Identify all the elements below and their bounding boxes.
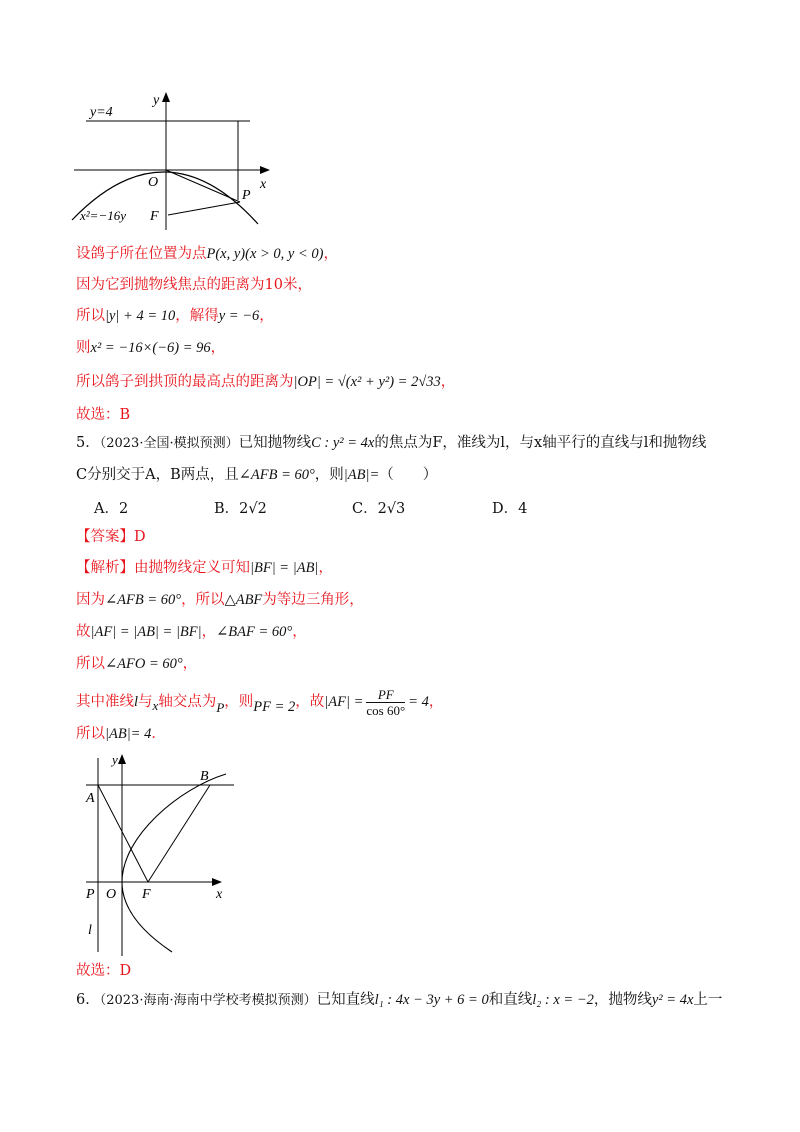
math: ∠AFO = 60° xyxy=(105,656,183,672)
sol1-line1 xyxy=(76,244,338,264)
fig2-y-label: y xyxy=(112,752,118,767)
q5-option-d: D．4 xyxy=(492,501,528,517)
math: △ABF xyxy=(224,592,263,608)
parabola-curve xyxy=(122,774,226,952)
segment-op xyxy=(166,170,240,202)
math: |AB|= 4 xyxy=(105,726,152,742)
text: ， xyxy=(292,624,307,640)
text: ，则 xyxy=(314,467,344,483)
fig1-parabola-label: x²=−16y xyxy=(80,208,126,223)
text: ． xyxy=(151,726,166,742)
figure-parabola-1 xyxy=(60,88,280,238)
ans5-line4 xyxy=(76,654,197,674)
text: ， xyxy=(201,624,217,640)
fig1-p-label: P xyxy=(242,188,251,203)
ans5-line1 xyxy=(76,558,333,578)
text: ，则 xyxy=(224,694,254,710)
fig1-x-label: x xyxy=(260,177,267,192)
fig1-f-label: F xyxy=(150,209,159,224)
text: ， xyxy=(210,340,226,356)
q5-option-a: A．2 xyxy=(94,501,129,517)
sol1-line2 xyxy=(76,275,312,295)
math: ∠AFB = 60° xyxy=(238,467,315,483)
fig1-line-label: y=4 xyxy=(90,105,113,120)
text: C分别交于A，B两点，且 xyxy=(76,467,239,483)
math: |y| + 4 = 10 xyxy=(105,308,176,324)
math: |AF| = |AB| = |BF| xyxy=(90,624,202,640)
math: y² = 4x xyxy=(651,992,694,1008)
q5-option-b: B．2√2 xyxy=(214,501,267,517)
math: l₂ : x = −2 xyxy=(532,992,594,1008)
text: 因为 xyxy=(76,592,105,608)
segment-fb xyxy=(148,785,210,882)
text: 和直线 xyxy=(488,992,533,1008)
text: ，所以 xyxy=(181,592,225,608)
y-axis-arrow xyxy=(162,92,170,102)
ans5-choice xyxy=(76,961,131,981)
math: P xyxy=(216,700,225,715)
text: 【解析】由抛物线定义可知 xyxy=(76,560,250,576)
text: 轴交点为 xyxy=(158,694,217,710)
fig2-a-label: A xyxy=(86,791,95,806)
text: ， xyxy=(440,374,456,390)
q5-option-c: C．2√3 xyxy=(352,501,406,517)
text: ，抛物线 xyxy=(593,992,652,1008)
fraction xyxy=(366,687,405,718)
text: 所以 xyxy=(76,656,105,672)
math: x xyxy=(152,698,159,713)
math: = 4 xyxy=(408,694,429,710)
text: ， xyxy=(182,656,198,672)
ans5-answer xyxy=(76,527,146,547)
x-axis-arrow xyxy=(260,166,270,174)
text: 故选：D xyxy=(76,963,132,979)
text: 设鸽子所在位置为点 xyxy=(76,246,207,262)
text: 已知直线 xyxy=(316,992,375,1008)
math: l xyxy=(134,694,139,710)
text: 为等边三角形， xyxy=(262,592,364,608)
question-source: （2023·全国·模拟预测） xyxy=(99,436,239,451)
answer-text: 【答案】D xyxy=(76,529,146,545)
fig2-l-label: l xyxy=(88,923,92,938)
sol1-choice xyxy=(76,405,130,425)
text: 故 xyxy=(76,624,91,640)
text: ， xyxy=(259,308,274,324)
fraction-denominator: cos 60° xyxy=(366,702,406,718)
text: 其中准线 xyxy=(76,694,134,710)
text: ， xyxy=(318,560,333,576)
ans5-line3 xyxy=(76,622,307,642)
question-source: （2023·海南·海南中学校考模拟预测） xyxy=(99,993,317,1008)
sol1-line3 xyxy=(76,306,274,326)
text: 已知抛物线 xyxy=(238,435,312,451)
text: 与 xyxy=(138,694,153,710)
math: |AB|= xyxy=(343,467,380,483)
segment-fp xyxy=(168,202,240,215)
math: y = −6 xyxy=(218,308,260,324)
text: 的焦点为F，准线为l，与x轴平行的直线与l和抛物线 xyxy=(374,435,707,451)
ans5-line5 xyxy=(76,686,443,718)
question-number: 6． xyxy=(76,992,100,1008)
y-axis-arrow xyxy=(118,754,126,764)
x-axis-arrow xyxy=(212,878,222,886)
figure-parabola-2 xyxy=(80,752,250,958)
math: ∠BAF = 60° xyxy=(216,624,293,640)
math: ∠AFB = 60° xyxy=(105,592,182,608)
fig2-b-label: B xyxy=(200,769,209,784)
sol1-line5 xyxy=(76,372,455,392)
text: （ ） xyxy=(379,467,438,483)
math: P(x, y)(x > 0, y < 0) xyxy=(206,246,324,262)
ans5-line6 xyxy=(76,724,166,744)
fig2-f-label: F xyxy=(142,887,151,902)
text: 所以 xyxy=(76,308,105,324)
text: 则 xyxy=(76,340,91,356)
text: ，故 xyxy=(295,694,325,710)
math: l₁ : 4x − 3y + 6 = 0 xyxy=(374,992,489,1008)
text: 所以鸽子到拱顶的最高点的距离为 xyxy=(76,374,294,390)
math: |OP| = √(x² + y²) = 2√33 xyxy=(293,374,441,390)
question-number: 5． xyxy=(76,435,100,451)
fig1-y-label: y xyxy=(153,93,160,108)
math: PF = 2 xyxy=(253,699,296,715)
ans5-line2 xyxy=(76,590,364,610)
text: ， xyxy=(323,246,338,262)
q5-line1 xyxy=(76,433,706,454)
math: |BF| = |AB| xyxy=(250,560,319,576)
fig1-origin-label: O xyxy=(148,175,159,190)
text: 因为它到抛物线焦点的距离为10米， xyxy=(76,277,312,293)
math: C : y² = 4x xyxy=(311,435,375,451)
sol1-line4 xyxy=(76,338,225,358)
text: 上一 xyxy=(693,992,723,1008)
fig2-p-label: P xyxy=(86,887,95,902)
fig2-x-label: x xyxy=(216,887,223,902)
text: ，解得 xyxy=(175,308,219,324)
text: 所以 xyxy=(76,726,105,742)
text: ， xyxy=(428,694,444,710)
q6-line1 xyxy=(76,990,722,1011)
fraction-numerator: PF xyxy=(366,687,405,703)
math: |AF| = xyxy=(324,694,364,710)
fig2-o-label: O xyxy=(106,887,117,902)
text: 故选：B xyxy=(76,407,131,423)
math: x² = −16×(−6) = 96 xyxy=(90,340,211,356)
q5-line2 xyxy=(76,465,437,485)
